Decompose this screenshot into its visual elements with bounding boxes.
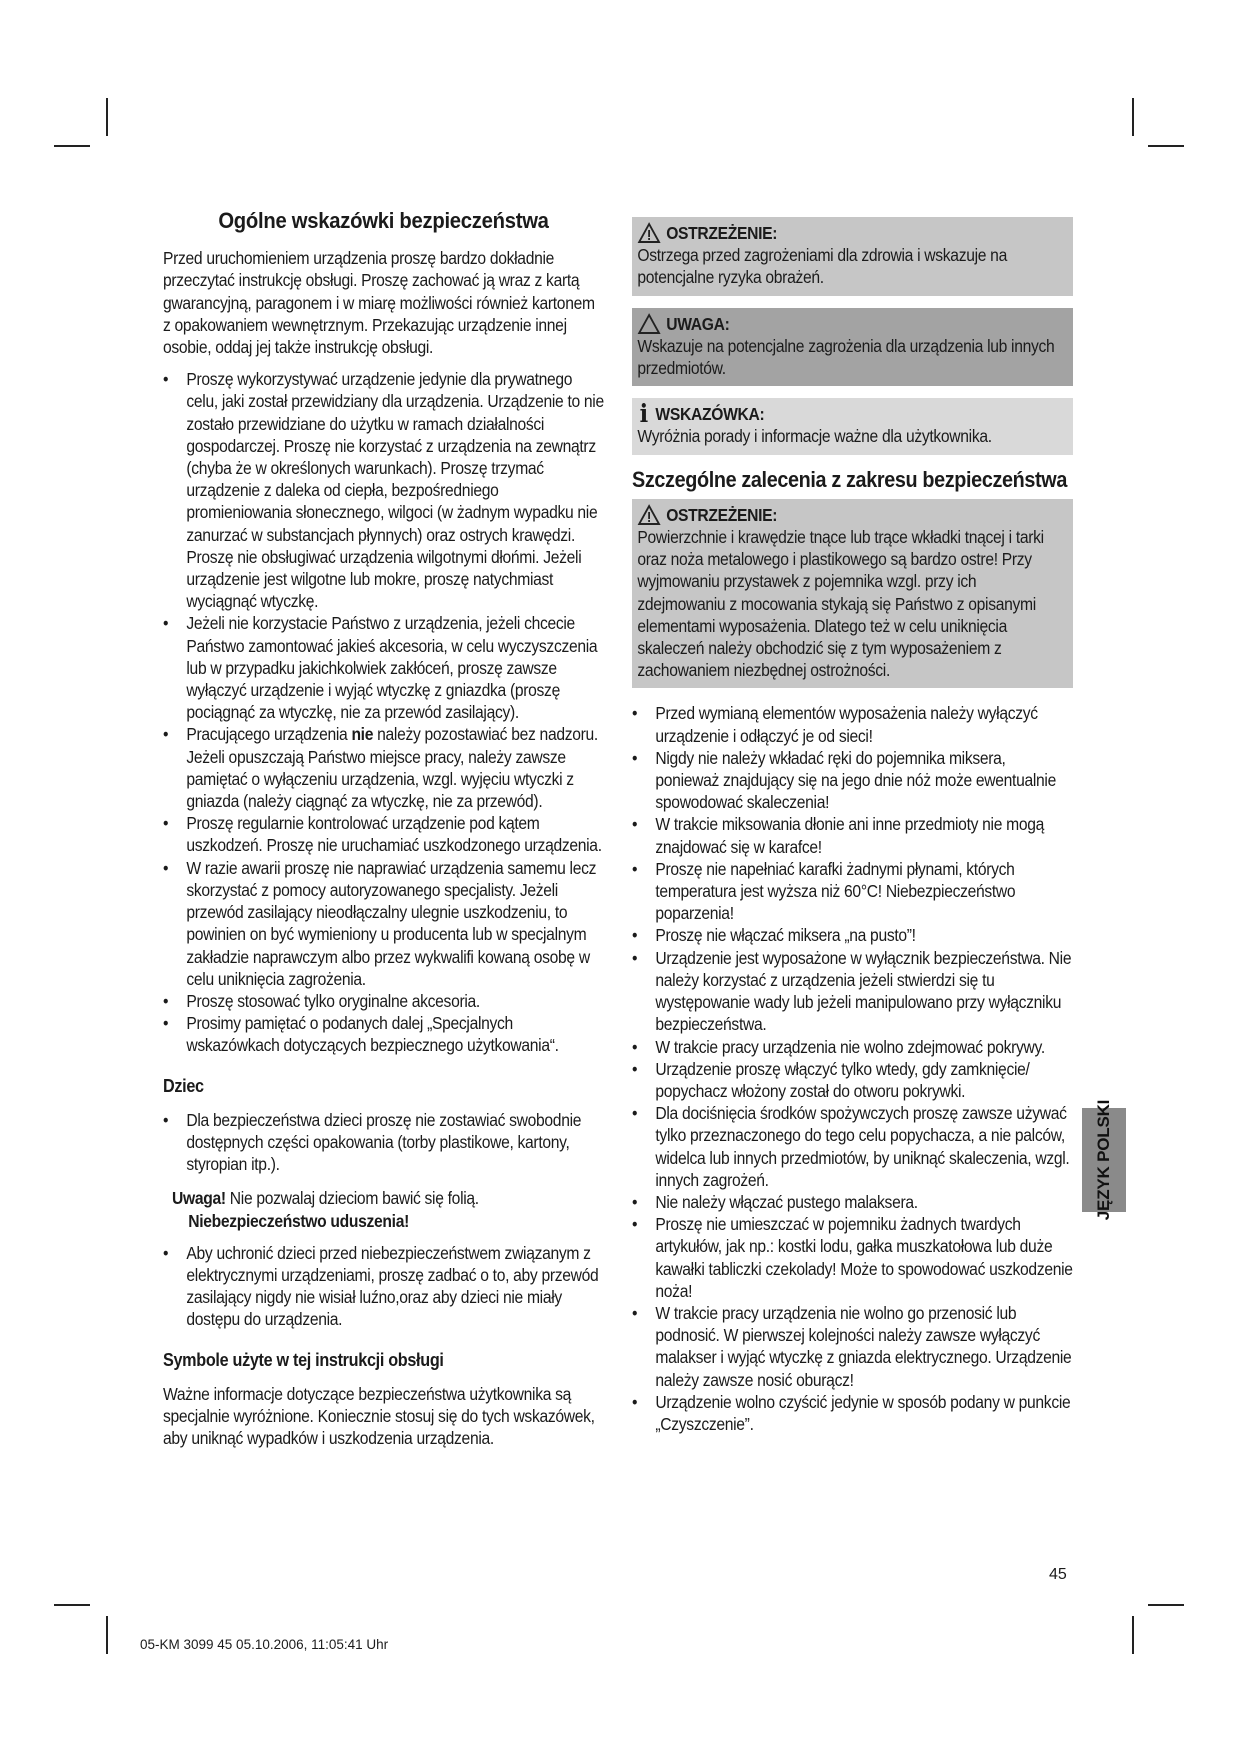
crop-mark — [1132, 98, 1134, 136]
warning-text: Nie pozwalaj dzieciom bawić się folią. — [225, 1188, 479, 1209]
warning-box-title: OSTRZEŻENIE: — [666, 223, 778, 243]
warning-emphasis: Niebezpieczeństwo uduszenia! — [188, 1210, 409, 1231]
page-number: 45 — [1049, 1566, 1067, 1583]
list-item: • Urządzenie proszę włączyć tylko wtedy, gdy zamknięcie/ popychacz włożony został do otworu pokrywki. — [632, 1058, 1073, 1102]
left-column — [163, 210, 603, 1449]
list-item-text: należy pozostawiać bez nadzoru. Jeżeli opuszczają Państwo miejsce pracy, należy zawsze pamiętać o wyłączeniu urządzenia, wzgl. wyjęciu wtyczki z gniazda (należy ciągnąć za wtyczkę, nie za przewód). — [186, 724, 598, 812]
right-column — [632, 217, 1072, 1435]
language-tab — [1082, 1099, 1126, 1221]
crop-mark — [1132, 1616, 1134, 1654]
list-item: • Dla dociśnięcia środków spożywczych proszę zawsze używać tylko przeznaczonego do tego celu popychacza, a nie palców, widelca lub innych przedmiotów, by uniknąć skaleczenia, wzgl. innych zagrożeń. — [632, 1102, 1073, 1191]
general-safety-list — [163, 368, 604, 1056]
warning-box — [632, 217, 1073, 296]
crop-mark — [54, 1604, 90, 1606]
intro-paragraph: Przed uruchomieniem urządzenia proszę bardzo dokładnie przeczytać instrukcję obsługi. Proszę zachować ją wraz z kartą gwarancyjną, paragonem i w miarę możliwości również kartonem z opakowaniem wewnętrznym. Przekazując urządzenie innej osobie, oddaj jej także instrukcję obsługi. — [163, 248, 595, 358]
list-item: • Proszę wykorzystywać urządzenie jedynie dla prywatnego celu, jaki został przewidziany dla urządzenia. Urządzenie to nie zostało przewidziane do użytku w ramach działalności gospodarczej. Proszę nie korzystać z urządzenia na zewnątrz (chyba że w określonych warunkach). Proszę trzymać urządzenie z daleka od ciepła, bezpośredniego promieniowania słonecznego, wilgoci (w żadnym wypadku nie zanurzać w substancjach płynnych) oraz ostrych krawędzi. Proszę nie obsługiwać urządzenia wilgotnymi dłońmi. Jeżeli urządzenie jest wilgotne lub mokre, proszę natychmiast wyciągnąć wtyczkę. — [163, 368, 604, 612]
crop-mark — [106, 1616, 108, 1654]
list-item: • W trakcie pracy urządzenia nie wolno go przenosić lub podnosić. W pierwszej kolejności należy zawsze wyłączyć malakser i wyjąć wtyczkę z gniazda elektrycznego. Urządzenie należy zawsze nosić oburącz! — [632, 1302, 1073, 1391]
list-item: • Urządzenie jest wyposażone w wyłącznik bezpieczeństwa. Nie należy korzystać z urządzenia jeżeli stwierdzi się tu występowanie wady lub jeżeli manipulowano przy wyłączniku bezpieczeństwa. — [632, 947, 1073, 1036]
list-item: • Przed wymianą elementów wyposażenia należy wyłączyć urządzenie i odłączyć je od sieci! — [632, 702, 1073, 746]
list-item: • Proszę nie umieszczać w pojemniku żadnych twardych artykułów, jak np.: kostki lodu, gałka muszkatołowa lub duże kawałki tabliczki czekolady! Może to spowodować uszkodzenie noża! — [632, 1213, 1073, 1302]
list-item: • Proszę nie włączać miksera „na pusto”! — [632, 924, 1073, 946]
blade-warning-text: Powierzchnie i krawędzie tnące lub trące wkładki tnącej i tarki oraz noża metalowego i plastikowego są bardzo ostre! Przy wyjmowaniu przystawek z pojemnika wzgl. przy ich zdejmowaniu z mocowania stykają się Państwo z opisanymi elementami wyposażenia. Dlatego też w celu uniknięcia skaleczeń należy obchodzić się z tym wyposażeniem z zachowaniem niezbędnej ostrożności. — [637, 527, 1044, 681]
suffocation-warning — [163, 1187, 604, 1231]
list-item: • Proszę regularnie kontrolować urządzenie pod kątem uszkodzeń. Proszę nie uruchamiać uszkodzonego urządzenia. — [163, 812, 604, 856]
list-item: • W razie awarii proszę nie naprawiać urządzenia samemu lecz skorzystać z pomocy autoryzowanego specjalisty. Jeżeli przewód zasilający nieodłączalny ulegnie uszkodzeniu, to powinien on być wymieniony u producenta lub w specjalnym zakładzie naprawczym albo przez wykwalifi kowaną osobę w celu uniknięcia zagrożenia. — [163, 857, 604, 990]
list-item: • W trakcie miksowania dłonie ani inne przedmioty nie mogą znajdować się w karafce! — [632, 813, 1073, 857]
list-item: • Prosimy pamiętać o podanych dalej „Specjalnych wskazówkach dotyczących bezpiecznego użytkowania“. — [163, 1012, 604, 1056]
list-item: • Nie należy włączać pustego malaksera. — [632, 1191, 1073, 1213]
children-list-2 — [163, 1242, 604, 1331]
children-heading: Dziec — [163, 1075, 204, 1096]
hint-box-text: Wyróżnia porady i informacje ważne dla użytkownika. — [637, 426, 992, 447]
hint-box — [632, 398, 1073, 454]
warning-triangle-icon — [637, 504, 660, 526]
warning-triangle-icon — [637, 222, 660, 244]
children-list — [163, 1109, 604, 1176]
page-title: Ogólne wskazówki bezpieczeństwa — [218, 208, 549, 233]
hint-box-title: WSKAZÓWKA: — [655, 404, 765, 425]
caution-box — [632, 308, 1073, 387]
list-item-text: Pracującego urządzenia — [186, 724, 352, 745]
crop-mark — [1148, 1604, 1184, 1606]
info-icon: i — [639, 399, 648, 429]
list-item: • Urządzenie wolno czyścić jedynie w sposób podany w punkcie „Czyszczenie”. — [632, 1391, 1073, 1435]
list-item — [163, 723, 604, 812]
symbols-paragraph: Ważne informacje dotyczące bezpieczeństwa użytkownika są specjalnie wyróżnione. Koniecznie stosuj się do tych wskazówek, aby uniknąć wypadków i uszkodzenia urządzenia. — [163, 1383, 595, 1449]
crop-mark — [1148, 145, 1184, 147]
special-safety-list — [632, 702, 1073, 1435]
list-item: • Aby uchronić dzieci przed niebezpieczeństwem związanym z elektrycznymi urządzeniami, proszę zadbać o to, aby przewód zasilający nigdy nie wisiał luźno,oraz aby dzieci nie miały dostępu do urządzenia. — [163, 1242, 604, 1331]
warning-label: Uwaga! — [172, 1188, 226, 1209]
crop-mark — [106, 98, 108, 136]
blade-warning-title: OSTRZEŻENIE: — [666, 504, 778, 525]
language-tab-label: JĘZYK POLSKI — [1094, 1099, 1113, 1221]
list-item-emphasis: nie — [351, 724, 374, 745]
caution-box-title: UWAGA: — [666, 313, 730, 334]
list-item: • Dla bezpieczeństwa dzieci proszę nie zostawiać swobodnie dostępnych części opakowania (torby plastikowe, kartony, styropian itp.). — [163, 1109, 604, 1176]
list-item: • Nigdy nie należy wkładać ręki do pojemnika miksera, ponieważ znajdujący się na jego dnie nóż może ewentualnie spowodować skaleczenia! — [632, 747, 1073, 814]
symbols-heading: Symbole użyte w tej instrukcji obsługi — [163, 1349, 444, 1370]
crop-mark — [54, 145, 90, 147]
footer-imprint: 05-KM 3099 45 05.10.2006, 11:05:41 Uhr — [140, 1637, 389, 1652]
section-title: Szczególne zalecenia z zakresu bezpieczeństwa — [632, 466, 1067, 492]
list-item: • Proszę stosować tylko oryginalne akcesoria. — [163, 990, 604, 1012]
warning-box-text: Ostrzega przed zagrożeniami dla zdrowia i wskazuje na potencjalne ryzyka obrażeń. — [637, 245, 1007, 288]
caution-box-text: Wskazuje na potencjalne zagrożenia dla urządzenia lub innych przedmiotów. — [637, 335, 1055, 379]
list-item: • Proszę nie napełniać karafki żadnymi płynami, których temperatura jest wyższa niż 60°C! Niebezpieczeństwo poparzenia! — [632, 858, 1073, 925]
list-item: • Jeżeli nie korzystacie Państwo z urządzenia, jeżeli chcecie Państwo zamontować jakieś akcesoria, w celu wyczyszczenia lub w przypadku jakichkolwiek zakłóceń, proszę zawsze wyłączyć urządzenie i wyjąć wtyczkę z gniazdka (proszę pociągnąć za wtyczkę, nie za przewód zasilający). — [163, 612, 604, 723]
list-item: • W trakcie pracy urządzenia nie wolno zdejmować pokrywy. — [632, 1036, 1073, 1058]
blade-warning-box — [632, 499, 1073, 689]
caution-triangle-icon — [637, 313, 660, 335]
